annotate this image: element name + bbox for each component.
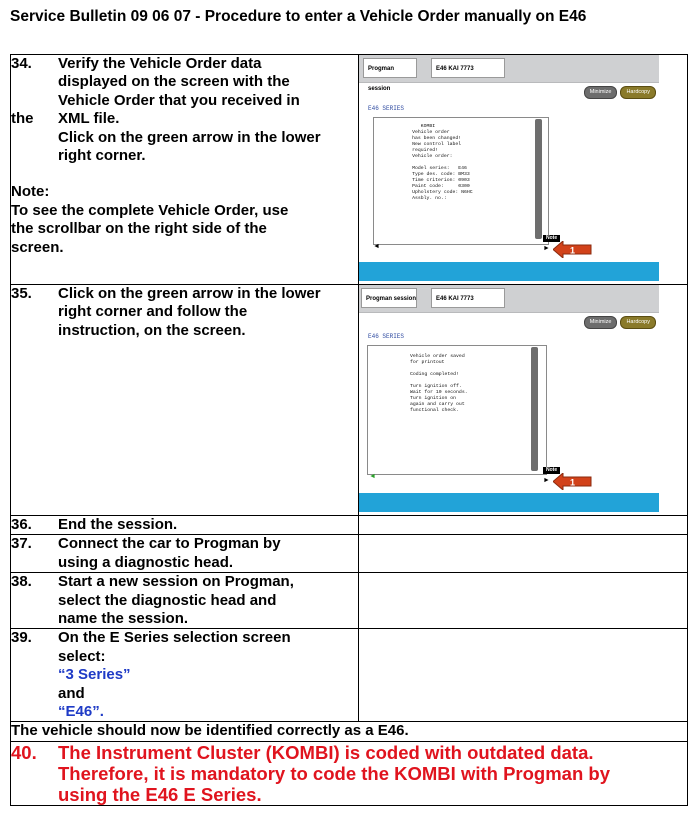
minimize-button: Minimize: [584, 316, 618, 329]
progman-bottom-bar: [359, 262, 659, 281]
warning-line: The Instrument Cluster (KOMBI) is coded with outdated data.: [58, 741, 594, 763]
hardcopy-button: Hardcopy: [620, 86, 656, 99]
session-value: E46 KAI 7773: [431, 288, 505, 308]
step-line: name the session.: [58, 610, 189, 628]
warning-line: Therefore, it is mandatory to code the KOMBI with Progman by: [58, 762, 610, 784]
step-line: select:: [58, 647, 106, 665]
warning-line: using the E46 E Series.: [58, 783, 262, 805]
step-40-text: [11, 741, 688, 805]
step-line: Start a new session on Progman,: [58, 573, 294, 591]
step-35-screenshot-cell: [359, 285, 688, 516]
scrollbar: [531, 347, 538, 471]
session-label: Progman session: [363, 58, 417, 78]
step-line: XML file.: [58, 110, 120, 128]
step-line: the: [11, 110, 34, 128]
vehicle-order-panel: [373, 117, 549, 245]
empty-cell: [359, 516, 688, 535]
series-choice-3-series: “3 Series”: [58, 666, 131, 684]
step-34-screenshot-cell: [359, 55, 688, 285]
note-tag: Note: [543, 235, 560, 242]
progman-screenshot: [359, 285, 659, 512]
callout-arrow-icon: [553, 473, 593, 490]
progman-screenshot: [359, 55, 659, 281]
step-38-text: [11, 573, 359, 629]
step-line: Click on the green arrow in the lower: [58, 128, 321, 146]
series-label: E46 SERIES: [368, 105, 405, 112]
next-arrow-icon: ►: [543, 245, 550, 252]
vehicle-order-text: KOMBI Vehicle order has been changed! New control label required! Vehicle order: Model series: E46 Type des. code: BM33 Time criterion: 0903 Paint code: 0300 Upholstery code: N6HC Assbly. no.:: [412, 124, 473, 201]
progman-top-bar: [359, 285, 659, 313]
scrollbar: [535, 119, 542, 239]
step-line: Connect the car to Progman by: [58, 535, 281, 553]
note-line: the scrollbar on the right side of the: [11, 220, 267, 238]
identified-row: [11, 722, 688, 741]
progman-bottom-bar: [359, 493, 659, 512]
empty-cell: [359, 535, 688, 573]
step-line: right corner and follow the: [58, 303, 248, 321]
session-label: Progman session: [361, 288, 417, 308]
step-37-text: [11, 535, 359, 573]
step-number: 39.: [11, 629, 32, 647]
step-35-row: [11, 285, 688, 516]
step-line: select the diagnostic head and: [58, 591, 277, 609]
step-line: Click on the green arrow in the lower: [58, 285, 321, 302]
note-label: Note:: [11, 183, 50, 201]
coding-result-text: Vehicle order saved for printout Coding completed! Turn ignition off. Wait for 10 seconds. Turn ignition on again and carry out functional check.: [410, 354, 468, 413]
note-line: To see the complete Vehicle Order, use: [11, 201, 289, 219]
session-value: E46 KAI 7773: [431, 58, 505, 78]
step-37-row: [11, 535, 688, 573]
step-number: 36.: [11, 516, 32, 533]
note-line: screen.: [11, 238, 64, 256]
next-arrow-icon: ►: [543, 477, 550, 484]
step-34-row: [11, 55, 688, 285]
step-line: displayed on the screen with the: [58, 73, 290, 91]
step-34-text: [11, 55, 359, 285]
step-36-text: [11, 516, 359, 535]
step-line: using a diagnostic head.: [58, 553, 234, 571]
step-line: End the session.: [58, 516, 178, 533]
step-line: instruction, on the screen.: [58, 321, 246, 339]
minimize-button: Minimize: [584, 86, 618, 99]
step-line: On the E Series selection screen: [58, 629, 291, 647]
step-line: right corner.: [58, 147, 146, 165]
step-39-row: [11, 629, 688, 722]
note-tag: Note: [543, 467, 560, 474]
step-36-row: [11, 516, 688, 535]
step-line: Vehicle Order that you received in: [58, 91, 300, 109]
step-40-row: [11, 741, 688, 805]
back-arrow-icon: ◄: [373, 243, 380, 250]
empty-cell: [359, 573, 688, 629]
step-39-text: [11, 629, 359, 722]
step-line: Verify the Vehicle Order data: [58, 55, 262, 72]
page-title: Service Bulletin 09 06 07 - Procedure to enter a Vehicle Order manually on E46: [10, 8, 587, 25]
series-label: E46 SERIES: [368, 333, 405, 340]
coding-result-panel: [367, 345, 547, 475]
procedure-table: [10, 54, 688, 806]
hardcopy-button: Hardcopy: [620, 316, 656, 329]
step-number: 34.: [11, 55, 32, 72]
step-38-row: [11, 573, 688, 629]
empty-cell: [359, 629, 688, 722]
step-number: 35.: [11, 285, 32, 302]
callout-number: 1: [570, 245, 576, 256]
callout-arrow-icon: [553, 241, 593, 258]
step-35-text: [11, 285, 359, 516]
callout-number: 1: [570, 477, 576, 488]
step-line: and: [58, 684, 85, 702]
back-arrow-icon: ◄: [369, 473, 376, 480]
series-choice-e46: “E46”.: [58, 703, 104, 721]
step-number: 37.: [11, 535, 32, 553]
step-number: 40.: [11, 741, 37, 763]
identified-text: The vehicle should now be identified correctly as a E46.: [11, 722, 688, 741]
step-number: 38.: [11, 573, 32, 591]
